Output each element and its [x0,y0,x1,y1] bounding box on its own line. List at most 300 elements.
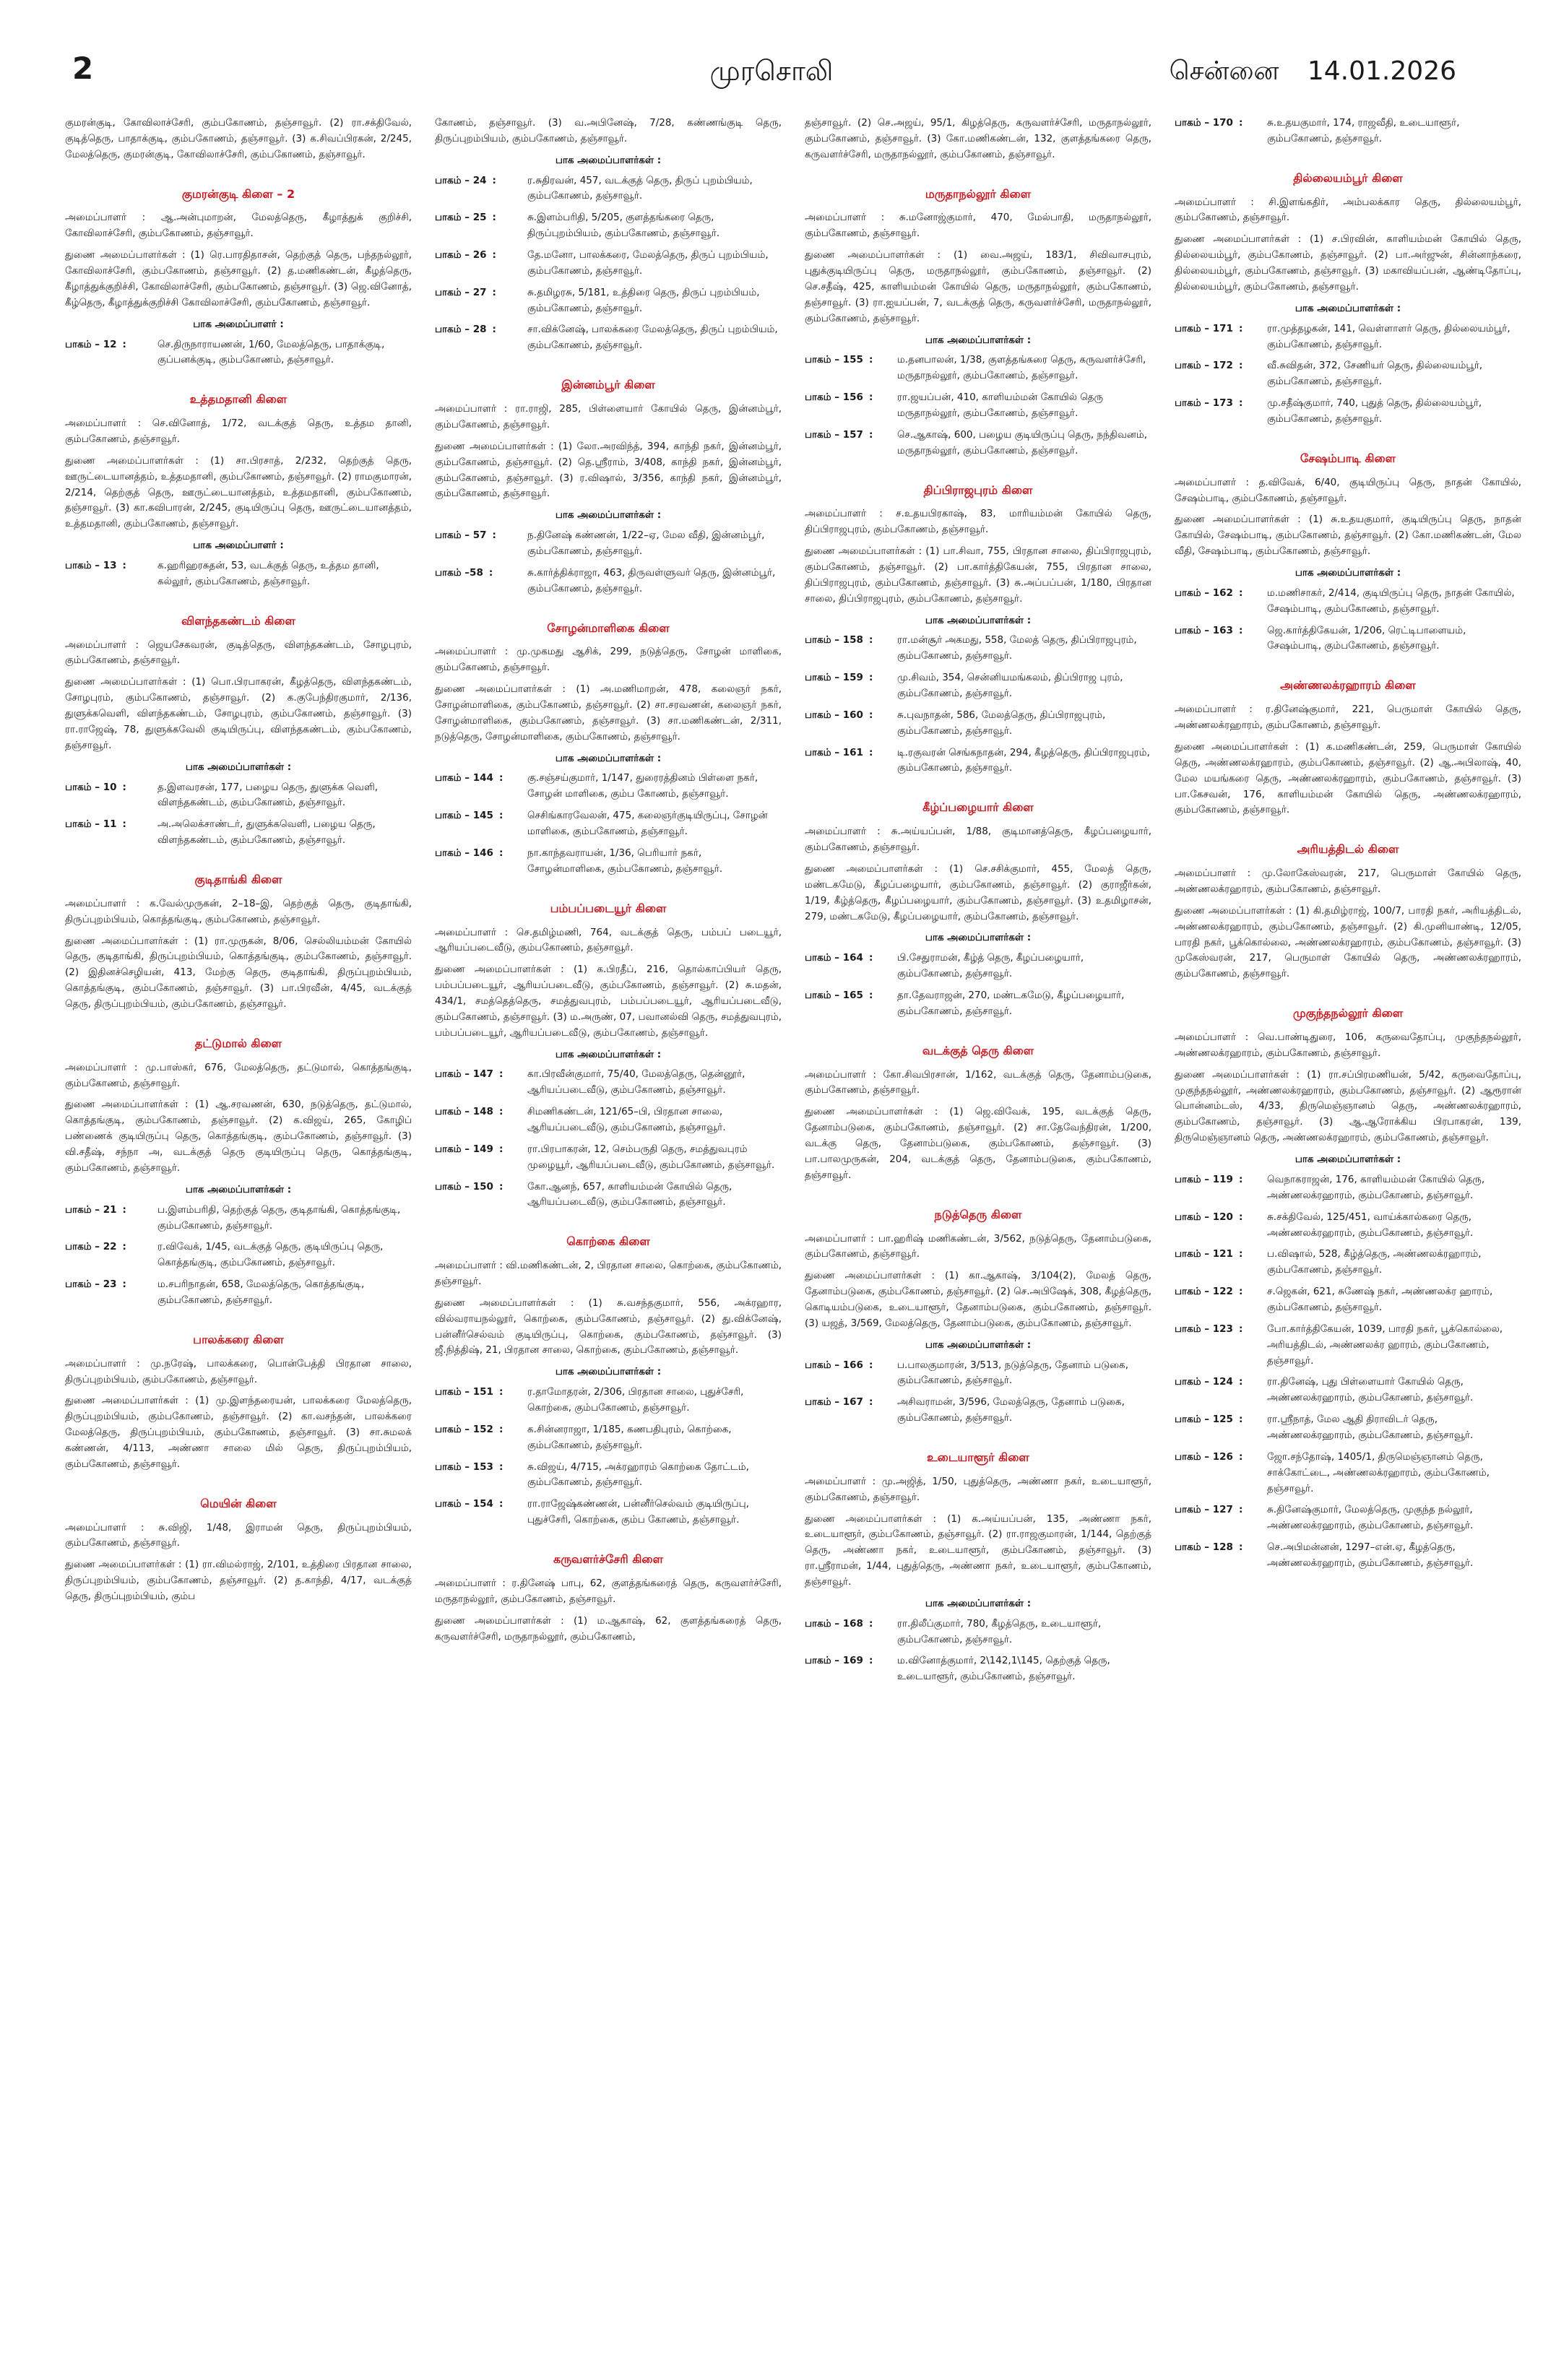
branch-paragraph: அமைப்பாளர் : ச.உதயபிரகாஷ், 83, மாரியம்மன் கோயில் தெரு, திப்பிராஜபுரம், கும்பகோணம், தஞ்சாவூர். [805,508,1151,536]
branch-paragraph: அமைப்பாளர் : மு.லோகேஸ்வரன், 217, பெருமாள் கோயில் தெரு, அண்ணலக்ரஹாரம், கும்பகோணம், தஞ்சாவூர். [1175,867,1521,895]
branch-section [1175,116,1521,147]
ward-number: பாகம் – 172 [1175,360,1233,372]
ward-text: வெநாகராஜன், 176, காளியம்மன் கோயில் தெரு, அண்ணலக்ரஹாரம், கும்பகோணம், தஞ்சாவூர். [1267,1173,1485,1201]
ward-entry [435,1497,782,1528]
ward-entry [805,352,1151,384]
ward-entry [805,988,1151,1020]
ward-label: பாகம் – 13 : [65,560,126,571]
ward-text: அசிவராமன், 3/596, மேலத்தெரு, தேனாம் படுகை, கும்பகோணம், தஞ்சாவூர். [897,1396,1125,1424]
ward-entry [435,1385,782,1416]
branch-paragraph: அமைப்பாளர் : சு.விஜி, 1/48, இராமன் தெரு, திருப்புறம்பியம், கும்பகோணம், தஞ்சாவூர். [65,1521,412,1549]
ward-entry [1175,1412,1521,1444]
ward-label: பாகம் – 121 : [1175,1248,1243,1260]
ward-label: பாகம் – 167 : [805,1396,873,1408]
ward-number: பாகம் – 160 [805,709,863,721]
ward-subheading: பாக அமைப்பாளர்கள் : [555,1366,662,1378]
ward-text: வீ.சுவிதன், 372, சேணியர் தெரு, தில்லையம்பூர், கும்பகோணம், தஞ்சாவூர். [1267,360,1483,388]
ward-entry [1175,1540,1521,1572]
branch-paragraph: துணை அமைப்பாளர்கள் : (1) லோ.அரவிந்த், 394, காந்தி நகர், இன்னம்பூர், கும்பகோணம், தஞ்சாவூர். (2) தெ.ஸ்ரீராம், 3/408, காந்தி நகர், இன்னம்பூர், கும்பகோணம், தஞ்சாவூர். (3) ர.விஷால், 3/356, காந்தி நகர், இன்னம்பூர், கும்பகோணம், தஞ்சாவூர். [435,440,782,500]
ward-number: பாகம் – 120 [1175,1211,1233,1223]
ward-entry [805,951,1151,982]
ward-text: சு.புவநாதன், 586, மேலத்தெரு, திப்பிராஜபுரம், கும்பகோணம், தஞ்சாவூர். [897,709,1106,737]
ward-entry [435,210,782,242]
ward-subheading: பாக அமைப்பாளர்கள் : [555,154,662,166]
branch-paragraph: அமைப்பாளர் : மு.முகமது ஆசிக், 299, நடுத்தெரு, சோழன் மாளிகை, கும்பகோணம், தஞ்சாவூர். [435,646,782,674]
branch-section [805,1448,1151,1685]
column-3 [805,116,1151,2366]
branch-title: கருவளர்ச்சேரி கிளை [553,1552,664,1567]
ward-subheading: பாக அமைப்பாளர்கள் : [1295,567,1401,579]
ward-text: ர.சுதிரவன், 457, வடக்குத் தெரு, திருப் புறம்பியம், கும்பகோணம், தஞ்சாவூர். [527,174,753,202]
branch-paragraph: அமைப்பாளர் : ர.தினேஷ் பாபு, 62, குளத்தங்கரைத் தெரு, கருவளர்ச்சேரி, மருதாநல்லூர், கும்பகோணம், தஞ்சாவூர். [435,1577,782,1605]
branch-section [805,185,1151,459]
ward-entry [435,1180,782,1211]
branch-paragraph: அமைப்பாளர் : கோ.சிவபிரசான், 1/162, வடக்குத் தெரு, தேனாம்படுகை, கும்பகோணம், தஞ்சாவூர். [805,1068,1151,1096]
ward-number: பாகம் – 27 [435,286,487,298]
city: சென்னை [1169,56,1279,86]
ward-text: ர.தாமோதரன், 2/306, பிரதான சாலை, புதுச்சேரி, கொற்கை, கும்பகோணம், தஞ்சாவூர். [527,1386,744,1414]
branch-section [805,1206,1151,1427]
ward-text: ஜோ.சந்தோஷ், 1405/1, திருமெஞ்ஞானம் தெரு, சாக்கோட்டை, அண்ணலக்ரஹாரம், கும்பகோணம், தஞ்சாவூர். [1267,1450,1490,1494]
ward-number: பாகம் – 127 [1175,1504,1233,1516]
branch-title: பம்பப்படையூர் கிளை [550,901,667,915]
ward-label: பாகம் – 170 : [1175,117,1243,129]
ward-entry [435,248,782,280]
ward-label: பாகம் – 23 : [65,1278,126,1291]
ward-subheading: பாக அமைப்பாளர்கள் : [925,1338,1032,1351]
ward-text: சு.விஜய், 4/715, அக்ரஹாரம் கொற்கை தோட்டம், கும்பகோணம், தஞ்சாவூர். [527,1461,749,1489]
ward-label: பாகம் – 146 : [435,847,503,859]
branch-title: இன்னம்பூர் கிளை [561,378,655,392]
ward-text: செசிங்காரவேலன், 475, கலைஞர்குடியிருப்பு, சோழன் மாளிகை, கும்பகோணம், தஞ்சாவூர். [527,810,768,838]
page-header [43,0,1500,94]
ward-entry [1175,116,1521,147]
masthead: முரசொலி [709,55,834,87]
ward-number: பாகம் – 173 [1175,397,1233,410]
ward-text: ஜெ.கார்த்திகேயன், 1/206, ரெட்டிபாளையம், சேஷம்பாடி, கும்பகோணம், தஞ்சாவூர். [1267,624,1466,652]
ward-label: பாகம் – 165 : [805,989,873,1001]
ward-text: கு.சஞ்சய்குமார், 1/147, துரைரத்தினம் பிள்ளை நகர், சோழன் மாளிகை, கும்ப கோணம், தஞ்சாவூர். [527,772,758,800]
ward-number: பாகம் – 10 [65,781,117,793]
ward-entry [805,633,1151,665]
ward-entry [1175,1375,1521,1406]
ward-text: ம.வினோத்குமார், 2\142,1\145, தெற்குத் தெரு, உடையாளூர், கும்பகோணம், தஞ்சாவூர். [897,1655,1110,1683]
branch-paragraph: அமைப்பாளர் : த.விவேக், 6/40, குடியிருப்பு தெரு, நாதன் கோயில், சேஷம்பாடி, கும்பகோணம், தஞ்சாவூர். [1175,476,1521,504]
ward-label: பாகம் – 161 : [805,746,873,758]
ward-entry [65,1277,412,1309]
ward-entry [435,1104,782,1136]
ward-entry [1175,1450,1521,1497]
branch-paragraph: அமைப்பாளர் : ர.தினேஷ்குமார், 221, பெருமாள் கோயில் தெரு, அண்ணலக்ரஹாரம், கும்பகோணம், தஞ்சாவூர். [1175,704,1521,732]
ward-label: பாகம் – 147 : [435,1068,503,1081]
ward-text: ரா.ஸ்ரீநாத், மேல ஆதி திராவிடர் தெரு, அண்ணலக்ரஹாரம், கும்பகோணம், தஞ்சாவூர். [1267,1414,1474,1441]
ward-label: பாகம் – 159 : [805,672,873,684]
ward-entry [805,670,1151,702]
ward-text: ப.இளம்பரிதி, தெற்குத் தெரு, குடிதாங்கி, கொத்தங்குடி, கும்பகோணம், தஞ்சாவூர். [157,1203,401,1232]
ward-label: பாகம் – 25 : [435,212,496,224]
branch-paragraph: துணை அமைப்பாளர்கள் : (1) கா.ஆகாஷ், 3/104(2), மேலத் தெரு, தேனாம்படுகை, கும்பகோணம், தஞ்சாவூர். (2) செ.அபிஷேக், 308, கீழத்தெரு, கொடியம்படுகை, உடையாளூர், தேனாம்படுகை, கும்பகோணம், தஞ்சாவூர். (3) யஜத், 3/569, மேலத்தெரு, தேனாம்படுகை, கும்பகோணம், தஞ்சாவூர். [805,1270,1151,1329]
ward-number: பாகம் – 153 [435,1461,493,1473]
page-number: 2 [72,51,94,86]
ward-label: பாகம் – 162 : [1175,587,1243,599]
branch-paragraph: துணை அமைப்பாளர்கள் : (1) ரெ.பாரதிதாசன், தெற்குத் தெரு, பந்தநல்லூர், கோவிலாச்சேரி, கும்பகோணம், தஞ்சாவூர். (2) த.மணிகண்டன், கீழத்தெரு, கீழாத்துக்குறிச்சி, கோவிலாச்சேரி, கும்பகோணம், தஞ்சாவூர். (3) ஜெ.வினோத், கீழ்தெரு, கீழாத்துக்குறிச்சி கோவிலாச்சேரி, கும்பகோணம், தஞ்சாவூர். [65,249,412,308]
ward-number: பாகம் – 158 [805,634,863,646]
branch-paragraph: அமைப்பாளர் : பா.ஹரிஷ் மணிகண்டன், 3/562, நடுத்தெரு, தேனாம்படுகை, கும்பகோணம், தஞ்சாவூர். [805,1232,1151,1260]
branch-section [65,612,412,849]
branch-section [1175,676,1521,818]
ward-label: பாகம் – 160 : [805,709,873,721]
branch-title: பாலக்கரை கிளை [193,1332,284,1346]
ward-entry [65,780,412,812]
ward-label: பாகம் – 144 : [435,772,503,784]
ward-number: பாகம் – 163 [1175,624,1233,636]
ward-entry [1175,1172,1521,1204]
branch-title: கொற்கை கிளை [566,1234,650,1249]
ward-label: பாகம் – 57 : [435,529,496,542]
ward-entry [805,1653,1151,1685]
ward-label: பாகம் – 128 : [1175,1541,1243,1554]
ward-label: பாகம் – 173 : [1175,397,1243,410]
branch-section [1175,169,1521,428]
ward-number: பாகம் – 144 [435,772,493,784]
ward-text: சு.தமிழரசு, 5/181, உத்திரை தெரு, திருப் புறம்பியம், கும்பகோணம், தஞ்சாவூர். [527,286,760,314]
branch-paragraph: தஞ்சாவூர். (2) செ.அஜய், 95/1, கிழத்தெரு, கருவளர்ச்சேரி, மருதாநல்லூர், கும்பகோணம், தஞ்சாவூர். (3) கோ.மணிகண்டன், 132, குளத்தங்கரை தெரு, கருவளர்ச்சேரி, மருதாநல்லூர், கும்பகோணம், தஞ்சாவூர். [805,117,1151,160]
ward-entry [65,337,412,369]
ward-text: நா.காந்தவராயன், 1/36, பெரியார் நகர், சோழன்மாளிகை, கும்பகோணம், தஞ்சாவூர். [527,847,723,875]
branch-paragraph: துணை அமைப்பாளர்கள் : (1) க.பிரதீப், 216, தொல்காப்பியர் தெரு, பம்பப்படையூர், ஆரியப்படைவீடு, கும்பகோணம், தஞ்சாவூர். (2) சு.மதன், 434/1, சமத்தெத்தெரு, சமத்துவபுரம், பம்பப்படையூர், ஆரியப்படைவீடு, கும்பகோணம், தஞ்சாவூர். (3) ம.அருண், 07, பவானல்வி தெரு, சமத்துவபுரம், பம்பப்படையூர், ஆரியப்படைவீடு, கும்பகோணம், தஞ்சாவூர். [435,964,782,1039]
ward-entry [435,1067,782,1099]
branch-paragraph: துணை அமைப்பாளர்கள் : (1) சு.உதயகுமார், குடியிருப்பு தெரு, நாதன் கோயில், சேஷம்பாடி, கும்பகோணம், தஞ்சாவூர். (2) கோ.மணிகண்டன், மேல வீதி, சேஷம்பாடி, கும்பகோணம், தஞ்சாவூர். [1175,514,1521,558]
ward-number: பாகம் – 23 [65,1278,117,1291]
ward-text: செ.ஆகாஷ், 600, பழைய குடியிருப்பு தெரு, நந்திவனம், மருதாநல்லூர், கும்பகோணம், தஞ்சாவூர். [897,428,1147,456]
ward-text: ர.விவேக், 1/45, வடக்குத் தெரு, குடியிருப்பு தெரு, கொத்தங்குடி, கும்பகோணம், தஞ்சாவூர். [157,1241,384,1269]
ward-number: பாகம் – 155 [805,354,863,366]
ward-number: பாகம் – 171 [1175,322,1233,334]
ward-entry [435,566,782,597]
ward-number: பாகம் – 147 [435,1068,493,1081]
ward-label: பாகம் – 124 : [1175,1376,1243,1388]
ward-entry [1175,321,1521,353]
branch-section [65,116,412,163]
branch-paragraph: துணை அமைப்பாளர்கள் : (1) ரா.விமல்ராஜ், 2/101, உத்திரை பிரதான சாலை, திருப்புறம்பியம், கும்பகோணம், தஞ்சாவூர். (2) த.காந்தி, 4/17, வடக்குத் தெரு, திருப்புறம்பியம், கும்ப [65,1559,412,1603]
ward-text: பி.சேதுராமன், கீழ்த் தெரு, கீழப்பழையார், கும்பகோணம், தஞ்சாவூர். [897,952,1084,980]
ward-label: பாகம் – 120 : [1175,1211,1243,1223]
branch-title: அண்ணலக்ரஹாரம் கிளை [1280,678,1416,693]
branch-title: மருதாநல்லூர் கிளை [925,186,1032,201]
ward-text: ரா.தினேஷ், புது பிள்ளையார் கோயில் தெரு, அண்ணலக்ரஹாரம், கும்பகோணம், தஞ்சாவூர். [1267,1376,1474,1404]
ward-label: பாகம் – 12 : [65,338,126,350]
ward-label: பாகம் – 151 : [435,1386,503,1398]
branch-section [435,899,782,1211]
branch-paragraph: துணை அமைப்பாளர்கள் : (1) ரா.சப்பிரமணியன், 5/42, கருவைதோப்பு, முகுந்தநல்லூர், அண்ணலக்ரஹாரம், கும்பகோணம், தஞ்சாவூர். (2) ஆரூரான் பொன்னம்டஸ், 4/33, திருமெஞ்ஞானம் தெரு, அண்ணலக்ரஹாரம், கும்பகோணம், தஞ்சாவூர். (3) ஆ.ஆரோக்கிய பிரபாகரன், 139, திருமெஞ்ஞானம் தெரு, அண்ணலக்ரஹாரம், கும்பகோணம், தஞ்சாவூர். [1175,1068,1521,1144]
column-4 [1175,116,1521,2366]
branch-section [65,1494,412,1605]
ward-number: பாகம் – 151 [435,1386,493,1398]
branch-paragraph: அமைப்பாளர் : க.வேல்முருகன், 2–18–இ, தெற்குத் தெரு, குடிதாங்கி, திருப்புறம்பியம், கொத்தங்குடி, கும்பகோணம், தஞ்சாவூர். [65,897,412,925]
ward-text: ப.விஷால், 528, கீழ்த்தெரு, அண்ணலக்ரஹாரம், கும்பகோணம், தஞ்சாவூர். [1267,1248,1482,1276]
ward-number: பாகம் – 26 [435,249,487,261]
ward-subheading: பாக அமைப்பாளர்கள் : [925,1597,1032,1609]
ward-label: பாகம் – 158 : [805,634,873,646]
ward-subheading: பாக அமைப்பாளர்கள் : [555,752,662,764]
ward-label: பாகம் – 126 : [1175,1450,1243,1463]
ward-subheading: பாக அமைப்பாளர்கள் : [555,1048,662,1060]
branch-paragraph: துணை அமைப்பாளர்கள் : (1) ம.ஆகாஷ், 62, குளத்தங்கரைத் தெரு, கருவளர்ச்சேரி, மருதாநல்லூர், கும்பகோணம், [435,1614,782,1643]
ward-number: பாகம் – 13 [65,560,117,571]
ward-text: ரா.திலீப்குமார், 780, கீழத்தெரு, உடையாளூர், கும்பகோணம், தஞ்சாவூர். [897,1617,1102,1645]
ward-text: சு.இளம்பரிதி, 5/205, குளத்தங்கரை தெரு, திருப்புறம்பியம், கும்பகோணம், தஞ்சாவூர். [527,212,720,240]
ward-entry [435,173,782,205]
ward-label: பாகம் – 123 : [1175,1323,1243,1335]
ward-text: ப.பாலகுமாரன், 3/513, நடுத்தெரு, தேனாம் படுகை, கும்பகோணம், தஞ்சாவூர். [897,1359,1128,1387]
ward-entry [805,745,1151,777]
ward-number: பாகம் – 167 [805,1396,863,1408]
branch-title: மெயின் கிளை [200,1496,277,1510]
ward-text: ம.சபரிநாதன், 658, மேலத்தெரு, கொத்தங்குடி, கும்பகோணம், தஞ்சாவூர். [157,1278,365,1306]
ward-text: சா.விக்னேஷ், பாலக்கரை மேலத்தெரு, திருப் புறம்பியம், கும்பகோணம், தஞ்சாவூர். [527,324,778,352]
ward-number: பாகம் – 150 [435,1180,493,1193]
ward-text: க.சின்னராஜா, 1/185, கணபதிபுரம், கொற்கை, கும்பகோணம், தஞ்சாவூர். [527,1423,732,1451]
ward-number: பாகம் – 170 [1175,117,1233,129]
ward-number: பாகம் – 162 [1175,587,1233,599]
ward-entry [435,846,782,878]
branch-title: தட்டுமால் கிளை [194,1036,282,1050]
ward-entry [65,817,412,849]
branch-paragraph: அமைப்பாளர் : வெ.பாண்டிதுரை, 106, கருவைதோப்பு, முகுந்தநல்லூர், அண்ணலக்ரஹாரம், கும்பகோணம், தஞ்சாவூர். [1175,1031,1521,1059]
ward-number: பாகம் – 152 [435,1423,493,1435]
branch-paragraph: குமரன்குடி, கோவிலாச்சேரி, கும்பகோணம், தஞ்சாவூர். (2) ரா.சக்திவேல், குடித்தெரு, பாதாக்குடி, கும்பகோணம், தஞ்சாவூர். (3) க.சிவப்பிரகன், 2/245, மேலத்தெரு, குமரன்குடி, கோவிலாச்சேரி, கும்பகோணம், தஞ்சாவூர். [65,117,412,160]
ward-subheading: பாக அமைப்பாளர்கள் : [555,509,662,522]
ward-entry [435,808,782,840]
branch-paragraph: அமைப்பாளர் : சு.அய்யப்பன், 1/88, குடிமானத்தெரு, கீழப்பழையார், கும்பகோணம், தஞ்சாவூர். [805,826,1151,854]
branch-paragraph: துணை அமைப்பாளர்கள் : (1) ரா.முருகன், 8/06, செல்லியம்மன் கோயில் தெரு, குடிதாங்கி, திருப்புறம்பியம், கொத்தங்குடி, கும்பகோணம், தஞ்சாவூர். (2) இதினச்செழியன், 413, மேற்கு தெரு, குடிதாங்கி, திருப்புறம்பியம், கொத்தங்குடி, கும்பகோணம், தஞ்சாவூர். (3) பா.பிரவீன், 4/45, வடக்குத் தெரு, திருப்புறம்பியம், கும்பகோணம், தஞ்சாவூர். [65,935,412,1010]
branch-paragraph: துணை அமைப்பாளர்கள் : (1) ஆ.சரவணன், 630, நடுத்தெரு, தட்டுமால், கொத்தங்குடி, கும்பகோணம், தஞ்சாவூர். (2) க.விஜய், 265, கோழிப் பண்ணைக் குடியிருப்பு தெரு, கொத்தங்குடி, கும்பகோணம், தஞ்சாவூர். (3) வி.சதீஷ், சந்நா அ, வடக்குத் தெரு குடியிருப்பு தெரு, கொத்தங்குடி, கும்பகோணம், தஞ்சாவூர். [65,1099,412,1174]
ward-number: பாகம் – 24 [435,174,487,186]
ward-entry [65,1203,412,1234]
ward-entry [1175,1247,1521,1278]
ward-label: பாகம் – 163 : [1175,624,1243,636]
ward-number: பாகம் – 156 [805,391,863,404]
branch-section [65,1330,412,1473]
ward-label: பாகம் – 145 : [435,810,503,822]
ward-label: பாகம் – 122 : [1175,1286,1243,1298]
branch-paragraph: அமைப்பாளர் : மு.நரேஷ், பாலக்கரை, பொன்பேத்தி பிரதான சாலை, திருப்புறம்பியம், கும்பகோணம், தஞ்சாவூர். [65,1357,412,1385]
ward-text: அ.அலெக்சாண்டர், துளுக்கவெளி, பழைய தெரு, விளந்தகண்டம், கும்பகோணம், தஞ்சாவூர். [157,818,376,847]
ward-entry [1175,396,1521,428]
ward-number: பாகம் – 154 [435,1498,493,1510]
branch-title: திப்பிராஜபுரம் கிளை [923,483,1033,497]
branch-section [65,390,412,590]
ward-number: பாகம் – 166 [805,1359,863,1371]
ward-subheading: பாக அமைப்பாளர்கள் : [925,334,1032,346]
ward-number: பாகம் – 157 [805,428,863,441]
ward-number: பாகம் – 159 [805,672,863,684]
branch-title: விளந்தகண்டம் கிளை [181,613,295,628]
branch-paragraph: அமைப்பாளர் : சு.மனோஜ்குமார், 470, மேல்பாதி, மருதாநல்லூர், கும்பகோணம், தஞ்சாவூர். [805,212,1151,240]
ward-text: ரா.ஜயப்பன், 410, காளியம்மன் கோயில் தெரு மருதாநல்லூர், கும்பகோணம், தஞ்சாவூர். [897,391,1104,419]
branch-paragraph: துணை அமைப்பாளர்கள் : (1) அ.மணிமாறன், 478, கலைஞர் நகர், சோழன்மாளிகை, கும்பகோணம், தஞ்சாவூர். (2) சா.சரவணன், கலைஞர் நகர், சோழன்மாளிகை, கும்பகோணம், தஞ்சாவூர். (3) சா.மணிகண்டன், 2/311, நடுத்தெரு, சோழன்மாளிகை, கும்பகோணம், தஞ்சாவூர். [435,683,782,743]
ward-number: பாகம் – 28 [435,324,487,336]
ward-label: பாகம் – 24 : [435,174,496,186]
ward-label: பாகம் – 169 : [805,1655,873,1667]
column-2 [435,116,782,2366]
ward-entry [1175,586,1521,618]
columns [65,116,1521,2366]
ward-number: பாகம் – 123 [1175,1323,1233,1335]
ward-entry [435,771,782,802]
ward-label: பாகம் – 166 : [805,1359,873,1371]
ward-subheading: பாக அமைப்பாளர்கள் : [185,1183,292,1195]
ward-text: சு.கார்த்திக்ராஜா, 463, திருவள்ளுவர் தெரு, இன்னம்பூர், கும்பகோணம், தஞ்சாவூர். [527,566,776,594]
ward-entry [805,1617,1151,1648]
ward-entry [435,1460,782,1492]
ward-text: ச.ஜெகன், 621, சுணேஷ் நகர், அண்ணலக்ர ஹாரம், கும்பகோணம், தஞ்சாவூர். [1267,1286,1493,1313]
ward-subheading: பாக அமைப்பாளர்கள் : [925,614,1032,626]
ward-number: பாகம் – 122 [1175,1286,1233,1298]
ward-number: பாகம் – 121 [1175,1248,1233,1260]
ward-text: மு.சதீஷ்குமார், 740, புதுத் தெரு, தில்லையம்பூர், கும்பகோணம், தஞ்சாவூர். [1267,397,1482,425]
ward-label: பாகம் – 152 : [435,1423,503,1435]
ward-entry [1175,1210,1521,1242]
branch-section [805,116,1151,163]
ward-text: சு.உதயகுமார், 174, ராஜவீதி, உடையாளூர், கும்பகோணம், தஞ்சாவூர். [1267,117,1460,144]
ward-number: பாகம் – 119 [1175,1173,1233,1185]
ward-entry [435,1422,782,1454]
ward-entry [805,708,1151,740]
ward-entry [435,1142,782,1174]
branch-section [65,1034,412,1309]
ward-label: பாகம் –58 : [435,566,493,579]
ward-number: பாகம் – 128 [1175,1541,1233,1554]
ward-label: பாகம் – 156 : [805,391,873,404]
ward-text: சிமணிகண்டன், 121/65–பி, பிரதான சாலை, ஆரியப்படைவீடு, கும்பகோணம், தஞ்சாவூர். [527,1106,726,1133]
ward-text: மு.சிவம், 354, சென்னியமங்கலம், திப்பிராஜ புரம், கும்பகோணம், தஞ்சாவூர். [897,672,1123,700]
ward-label: பாகம் – 11 : [65,818,126,831]
branch-paragraph: அமைப்பாளர் : செ.வினோத், 1/72, வடக்குத் தெரு, உத்தம தானி, கும்பகோணம், தஞ்சாவூர். [65,417,412,445]
ward-number: பாகம் – 168 [805,1617,863,1630]
branch-paragraph: துணை அமைப்பாளர்கள் : (1) ஜெ.விவேக், 195, வடக்குத் தெரு, தேனாம்படுகை, கும்பகோணம், தஞ்சாவூர். (2) சா.தேவேந்திரன், 1/200, வடக்கு தெரு, தேனாம்படுகை, கும்பகோணம், தஞ்சாவூர். (3) பா.பாலமுருகன், 204, வடக்குத் தெரு, தேனாம்படுகை, கும்பகோணம், தஞ்சாவூர். [805,1106,1151,1181]
branch-paragraph: அமைப்பாளர் : மு.பாஸ்கர், 676, மேலத்தெரு, தட்டுமால், கொத்தங்குடி, கும்பகோணம், தஞ்சாவூர். [65,1061,412,1089]
ward-entry [435,528,782,560]
ward-entry [1175,1284,1521,1316]
ward-entry [805,428,1151,459]
ward-label: பாகம் – 127 : [1175,1504,1243,1516]
ward-entry [1175,623,1521,655]
ward-text: செ.திருநாராயணன், 1/60, மேலத்தெரு, பாதாக்குடி, குப்பனக்குடி, கும்பகோணம், தஞ்சாவூர். [157,338,385,366]
ward-label: பாகம் – 157 : [805,428,873,441]
ward-entry [1175,1322,1521,1369]
ward-text: ம.தனபாலன், 1/38, குளத்தங்கரை தெரு, கருவளர்ச்சேரி, மருதாநல்லூர், கும்பகோணம், தஞ்சாவூர். [897,354,1146,382]
branch-paragraph: அமைப்பாளர் : ரா.ராஜி, 285, பிள்ளையார் கோயில் தெரு, இன்னம்பூர், கும்பகோணம், தஞ்சாவூர். [435,403,782,430]
branch-paragraph: அமைப்பாளர் : மு.அஜித், 1/50, புதுத்தெரு, அண்ணா நகர், உடையாளூர், கும்பகோணம், தஞ்சாவூர். [805,1475,1151,1503]
ward-text: கோ.ஆனந், 657, காளியம்மன் கோயில் தெரு, ஆரியப்படைவீடு, கும்பகோணம், தஞ்சாவூர். [527,1180,732,1208]
ward-number: பாகம் – 145 [435,810,493,822]
branch-paragraph: துணை அமைப்பாளர்கள் : (1) சு.வசந்தகுமார், 556, அக்ரஹார, வில்வராயநல்லூர், கொற்கை, கும்பகோணம், தஞ்சாவூர். (2) து.விக்னேஷ், பன்னீர்செல்வம் குடியிருப்பு, கொற்கை, கும்பகோணம், தஞ்சாவூர். (3) ஜீ.நித்திஷ், 21, பிரதான சாலை, கொற்கை, கும்பகோணம், தஞ்சாவூர். [435,1297,782,1356]
ward-label: பாகம் – 21 : [65,1203,126,1216]
ward-entry [805,1358,1151,1390]
branch-title: அரியத்திடல் கிளை [1297,842,1399,857]
ward-subheading: பாக அமைப்பாளர் : [193,318,284,330]
ward-text: ரா.பிரபாகரன், 12, செம்பருதி தெரு, சமத்துவபுரம் முழையூர், ஆரியப்படைவீடு, கும்பகோணம், தஞ்சாவூர். [527,1143,775,1171]
ward-entry [435,322,782,354]
ward-text: ரா.ராஜேஷ்கண்ணன், பன்னீர்செல்வம் குடியிருப்பு, புதுச்சேரி, கொற்கை, கும்ப கோணம், தஞ்சாவூர். [527,1498,749,1526]
branch-title: குமரன்குடி கிளை – 2 [181,186,295,201]
ward-label: பாகம் – 119 : [1175,1173,1243,1185]
branch-section [65,870,412,1013]
ward-text: ரா.முத்தழகன், 141, வெள்ளாளர் தெரு, தில்லையம்பூர், கும்பகோணம், தஞ்சாவூர். [1267,322,1510,350]
ward-number: பாகம் – 149 [435,1143,493,1155]
ward-label: பாகம் – 27 : [435,286,496,298]
ward-entry [65,558,412,590]
ward-label: பாகம் – 168 : [805,1617,873,1630]
ward-number: பாகம் – 25 [435,212,487,224]
branch-section [65,185,412,369]
ward-number: பாகம் – 57 [435,529,487,542]
ward-label: பாகம் – 155 : [805,354,873,366]
ward-text: போ.கார்த்திகேயன், 1039, பாரதி நகர், பூக்கொல்லை, அரியத்திடல், அண்ணலக்ர ஹாரம், கும்பகோணம், தஞ்சாவூர். [1267,1323,1503,1367]
branch-title: முகுந்தநல்லூர் கிளை [1292,1006,1404,1021]
branch-paragraph: அமைப்பாளர் : செ.தமிழ்மணி, 764, வடக்குத் தெரு, பம்பப் படையூர், ஆரியப்படைவீடு, கும்பகோணம், தஞ்சாவூர். [435,926,782,954]
branch-title: உடையாளூர் கிளை [927,1450,1029,1464]
ward-label: பாகம் – 10 : [65,781,126,793]
ward-text: செ.அபிமன்னன், 1297–என்.ஏ, கீழத்தெரு, அண்ணலக்ரஹாரம், கும்பகோணம், தஞ்சாவூர். [1267,1541,1474,1569]
branch-paragraph: துணை அமைப்பாளர்கள் : (1) ச.பிரவின், காளியம்மன் கோயில் தெரு, தில்லையம்பூர், கும்பகோணம், தஞ்சாவூர். (2) பா.அர்ஜுன், சின்னாந்கரை, தில்லையம்பூர், கும்பகோணம், தஞ்சாவூர். (3) மகாவியப்பன், ஆண்டிதோப்பு, தில்லையம்பூர், கும்பகோணம், தஞ்சாவூர். [1175,233,1521,293]
issue-date: 14.01.2026 [1307,56,1456,86]
ward-number: பாகம் – 148 [435,1106,493,1118]
branch-section [435,376,782,597]
ward-number: பாகம் – 124 [1175,1376,1233,1388]
branch-paragraph: துணை அமைப்பாளர்கள் : (1) செ.சசிக்குமார், 455, மேலத் தெரு, மண்டகமேடு, கீழப்பழையார், கும்பகோணம், தஞ்சாவூர். (2) குராஜீர்கன், 1/19, கீழ்த்தெரு, கீழப்பழையார், கும்பகோணம், தஞ்சாவூர். (3) உதமிழாசன், 279, மண்டகமேடு, கீழப்பழையார், கும்பகோணம், தஞ்சாவூர். [805,862,1151,922]
ward-number: பாகம் – 161 [805,746,863,758]
ward-text: டி.ரகுவரன் செங்கநாதன், 294, கீழத்தெரு, திப்பிராஜபுரம், கும்பகோணம், தஞ்சாவூர். [897,746,1150,774]
ward-label: பாகம் – 150 : [435,1180,503,1193]
ward-number: பாகம் – 165 [805,989,863,1001]
ward-text: ரா.மன்சூர் அகமது, 558, மேலத் தெரு, திப்பிராஜபுரம், கும்பகோணம், தஞ்சாவூர். [897,634,1137,662]
ward-number: பாகம் – 126 [1175,1450,1233,1463]
ward-subheading: பாக அமைப்பாளர் : [193,540,284,552]
ward-subheading: பாக அமைப்பாளர்கள் : [925,932,1032,944]
branch-section [435,619,782,878]
branch-section [435,1232,782,1528]
ward-label: பாகம் – 172 : [1175,360,1243,372]
ward-text: க.ஹரிஹரசுதன், 53, வடக்குத் தெரு, உத்தம தானி, கல்லூர், கும்பகோணம், தஞ்சாவூர். [157,560,379,587]
ward-entry [1175,1502,1521,1534]
branch-title: சோழன்மாளிகை கிளை [547,620,670,635]
ward-label: பாகம் – 125 : [1175,1414,1243,1426]
column-1 [65,116,412,2366]
ward-number: பாகம் – 125 [1175,1414,1233,1426]
branch-paragraph: அமைப்பாளர் : வி.மணிகண்டன், 2, பிரதான சாலை, கொற்கை, கும்பகோணம், தஞ்சாவூர். [435,1260,782,1288]
branch-paragraph: துணை அமைப்பாளர்கள் : (1) மு.இளந்தரையன், பாலக்கரை மேலத்தெரு, திருப்புறம்பியம், கும்பகோணம், தஞ்சாவூர். (2) கா.வசந்தன், பாலக்கரை மேலத்தெரு, திருப்புறம்பியம், கும்பகோணம், தஞ்சாவூர். (3) சா.சுமலக் கண்ணன், 4/113, அண்ணா சாலை மில் தெரு, திருப்புறம்பியம், கும்பகோணம், தஞ்சாவூர். [65,1395,412,1470]
ward-label: பாகம் – 26 : [435,249,496,261]
ward-text: த.இளவரசன், 177, பழைய தெரு, துளுக்க வெளி, விளந்தகண்டம், கும்பகோணம், தஞ்சாவூர். [157,781,379,809]
ward-text: தா.தேவராஜன், 270, மண்டகமேடு, கீழப்பழையார், கும்பகோணம், தஞ்சாவூர். [897,989,1125,1017]
branch-title: கீழ்ப்பழையார் கிளை [922,800,1034,815]
ward-label: பாகம் – 171 : [1175,322,1243,334]
ward-label: பாகம் – 28 : [435,324,496,336]
branch-title: வடக்குத் தெரு கிளை [922,1043,1034,1057]
ward-entry [65,1239,412,1271]
ward-entry [435,285,782,317]
branch-paragraph: அமைப்பாளர் : ஆ.அன்புமாறன், மேலத்தெரு, கீழாத்துக் குறிச்சி, கோவிலாச்சேரி, கும்பகோணம், தஞ்சாவூர். [65,212,412,240]
ward-entry [805,1395,1151,1427]
branch-section [805,1042,1151,1184]
ward-subheading: பாக அமைப்பாளர்கள் : [185,761,292,773]
ward-subheading: பாக அமைப்பாளர்கள் : [1295,302,1401,314]
ward-text: கா.பிரவீன்குமார், 75/40, மேலத்தெரு, தென்னூர், ஆரியப்படைவீடு, கும்பகோணம், தஞ்சாவூர். [527,1068,745,1096]
ward-text: சு.தினேஷ்குமார், மேலத்தெரு, முகுந்த நல்லூர், அண்ணலக்ரஹாரம், கும்பகோணம், தஞ்சாவூர். [1267,1504,1474,1532]
ward-text: சு.சக்திவேல், 125/451, வாய்க்கால்கரை தெரு, அண்ணலக்ரஹாரம், கும்பகோணம், தஞ்சாவூர். [1267,1211,1474,1239]
